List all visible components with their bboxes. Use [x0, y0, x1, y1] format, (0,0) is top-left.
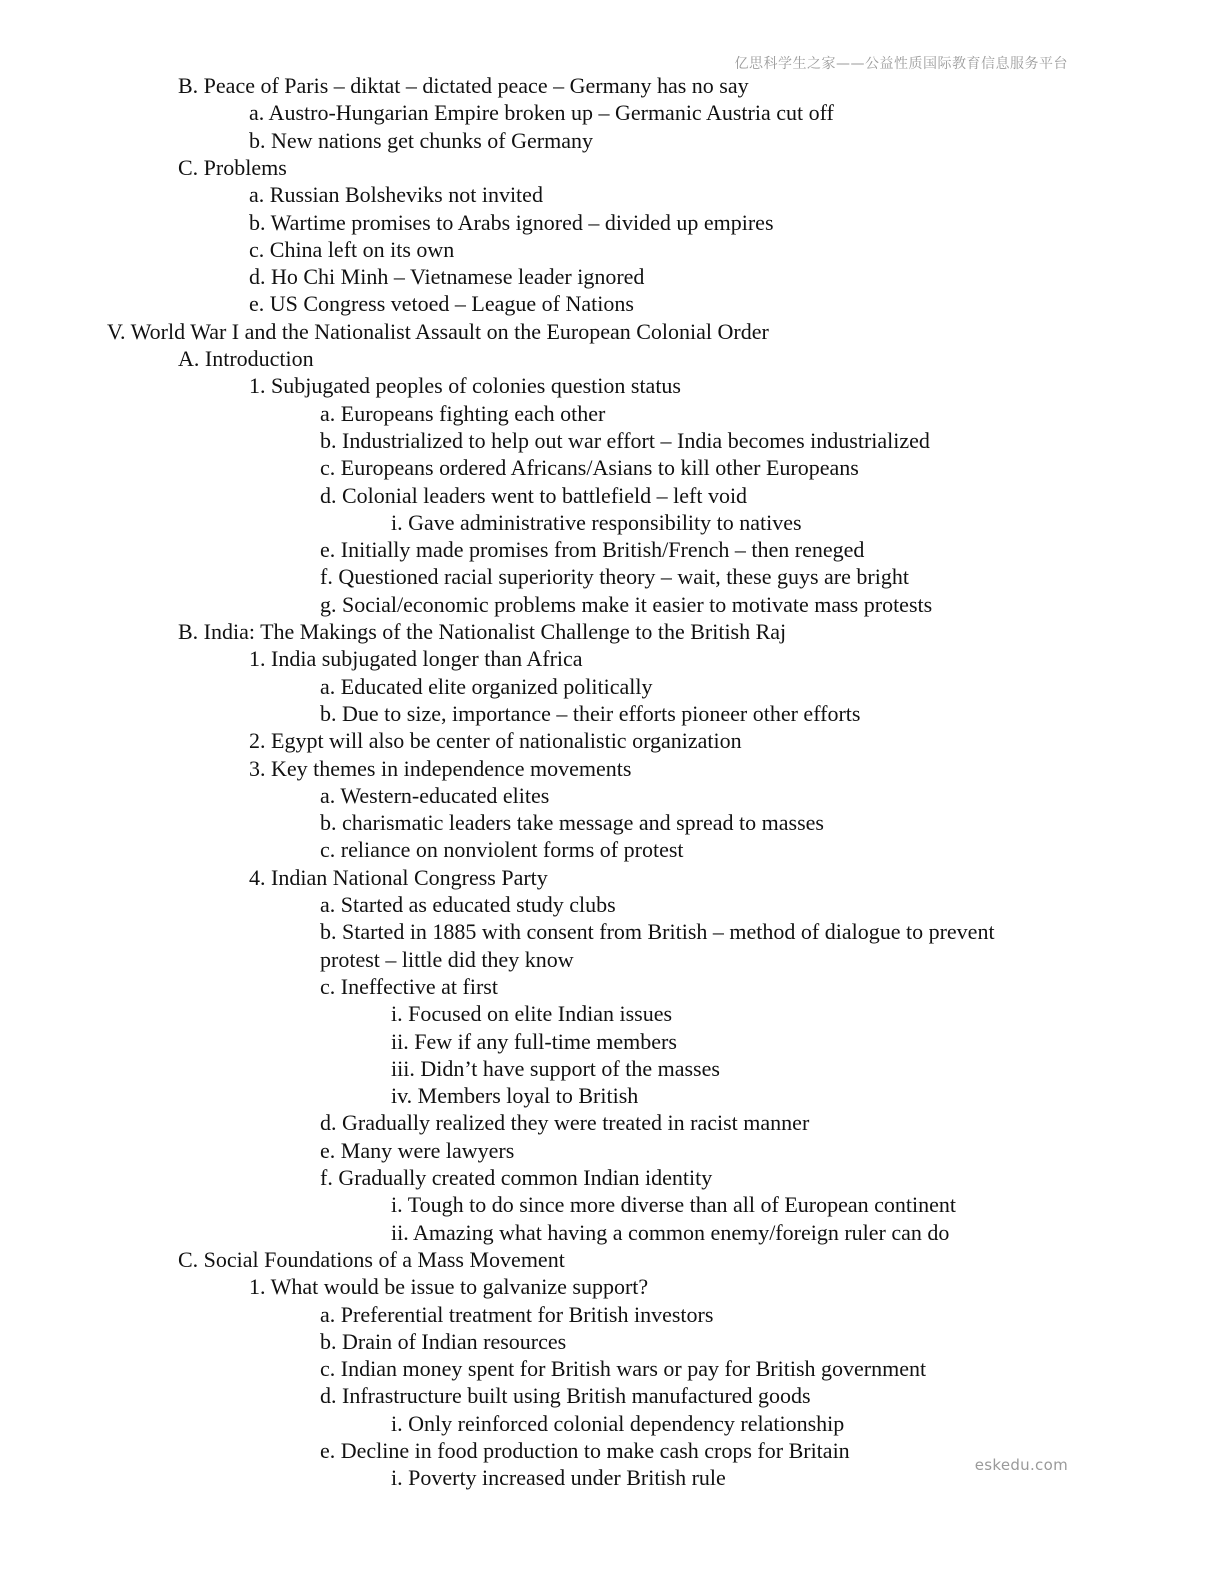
outline-item-level-2: a. Russian Bolsheviks not invited	[249, 182, 543, 207]
outline-item-level-3: c. Indian money spent for British wars or pay for British government	[320, 1356, 927, 1381]
watermark-bottom: eskedu.com	[974, 1456, 1068, 1474]
outline-item-level-2: b. Wartime promises to Arabs ignored – divided up empires	[249, 210, 774, 235]
outline-item-level-2: 3. Key themes in independence movements	[249, 756, 632, 781]
outline-item-level-3: b. Industrialized to help out war effort – India becomes industrialized	[320, 428, 930, 453]
outline-item-level-2: e. US Congress vetoed – League of Nations	[249, 291, 634, 316]
outline-item-level-3: a. Started as educated study clubs	[320, 892, 616, 917]
outline-item-level-3: g. Social/economic problems make it easier to motivate mass protests	[320, 592, 933, 617]
outline-item-level-3: e. Initially made promises from British/French – then reneged	[320, 537, 865, 562]
outline-item-level-0: V. World War I and the Nationalist Assault on the European Colonial Order	[107, 319, 769, 344]
outline-item-level-3: c. reliance on nonviolent forms of protest	[320, 837, 684, 862]
outline-item-level-1: B. India: The Makings of the Nationalist Challenge to the British Raj	[178, 619, 787, 644]
outline-item-level-3: a. Preferential treatment for British investors	[320, 1302, 714, 1327]
outline-item-level-2: 4. Indian National Congress Party	[249, 865, 548, 890]
outline-item-level-4: i. Poverty increased under British rule	[391, 1465, 726, 1490]
outline-item-level-3: c. Ineffective at first	[320, 974, 498, 999]
outline-item-level-2: 1. India subjugated longer than Africa	[249, 646, 583, 671]
outline-item-level-2: d. Ho Chi Minh – Vietnamese leader ignored	[249, 264, 645, 289]
outline-item-level-3: a. Educated elite organized politically	[320, 674, 653, 699]
outline-item-level-2: 2. Egypt will also be center of nationalistic organization	[249, 728, 742, 753]
outline-item-level-4: i. Tough to do since more diverse than all of European continent	[391, 1192, 957, 1217]
outline-item-level-3: b. charismatic leaders take message and spread to masses	[320, 810, 824, 835]
outline-item-level-3: f. Questioned racial superiority theory – wait, these guys are bright	[320, 564, 909, 589]
outline-item-level-3: d. Gradually realized they were treated in racist manner	[320, 1110, 810, 1135]
outline-item-level-3: b. Drain of Indian resources	[320, 1329, 567, 1354]
outline-item-level-3: c. Europeans ordered Africans/Asians to kill other Europeans	[320, 455, 859, 480]
outline-item-level-2: 1. What would be issue to galvanize support?	[249, 1274, 649, 1299]
outline-item-level-4: iv. Members loyal to British	[391, 1083, 639, 1108]
outline-item-level-2: 1. Subjugated peoples of colonies question status	[249, 373, 681, 398]
outline-item-level-1: C. Problems	[178, 155, 287, 180]
outline-item-level-3: b. Started in 1885 with consent from British – method of dialogue to prevent	[320, 919, 995, 944]
outline-item-level-1: A. Introduction	[178, 346, 314, 371]
outline-item-level-4: i. Only reinforced colonial dependency relationship	[391, 1411, 845, 1436]
outline-item-level-3: a. Europeans fighting each other	[320, 401, 606, 426]
outline-item-level-4: ii. Amazing what having a common enemy/foreign ruler can do	[391, 1220, 950, 1245]
outline-item-level-1: B. Peace of Paris – diktat – dictated peace – Germany has no say	[178, 73, 749, 98]
outline-item-level-3: a. Western-educated elites	[320, 783, 550, 808]
outline-item-level-3: d. Infrastructure built using British manufactured goods	[320, 1383, 811, 1408]
outline-item-level-3: e. Decline in food production to make cash crops for Britain	[320, 1438, 850, 1463]
outline-item-level-4: i. Focused on elite Indian issues	[391, 1001, 673, 1026]
watermark-top: 亿思科学生之家——公益性质国际教育信息服务平台	[734, 56, 1068, 72]
outline-item-level-2: a. Austro-Hungarian Empire broken up – Germanic Austria cut off	[249, 100, 834, 125]
outline-item-level-3: d. Colonial leaders went to battlefield – left void	[320, 483, 748, 508]
outline-item-level-1: C. Social Foundations of a Mass Movement	[178, 1247, 565, 1272]
outline-item-level-4: ii. Few if any full-time members	[391, 1029, 677, 1054]
outline-item-level-3: b. Due to size, importance – their efforts pioneer other efforts	[320, 701, 861, 726]
outline-item-level-4: iii. Didn’t have support of the masses	[391, 1056, 720, 1081]
outline-item-level-3: protest – little did they know	[320, 947, 574, 972]
outline-item-level-3: e. Many were lawyers	[320, 1138, 515, 1163]
outline-item-level-2: c. China left on its own	[249, 237, 455, 262]
outline-item-level-2: b. New nations get chunks of Germany	[249, 128, 593, 153]
outline-item-level-3: f. Gradually created common Indian identity	[320, 1165, 713, 1190]
outline-item-level-4: i. Gave administrative responsibility to natives	[391, 510, 802, 535]
